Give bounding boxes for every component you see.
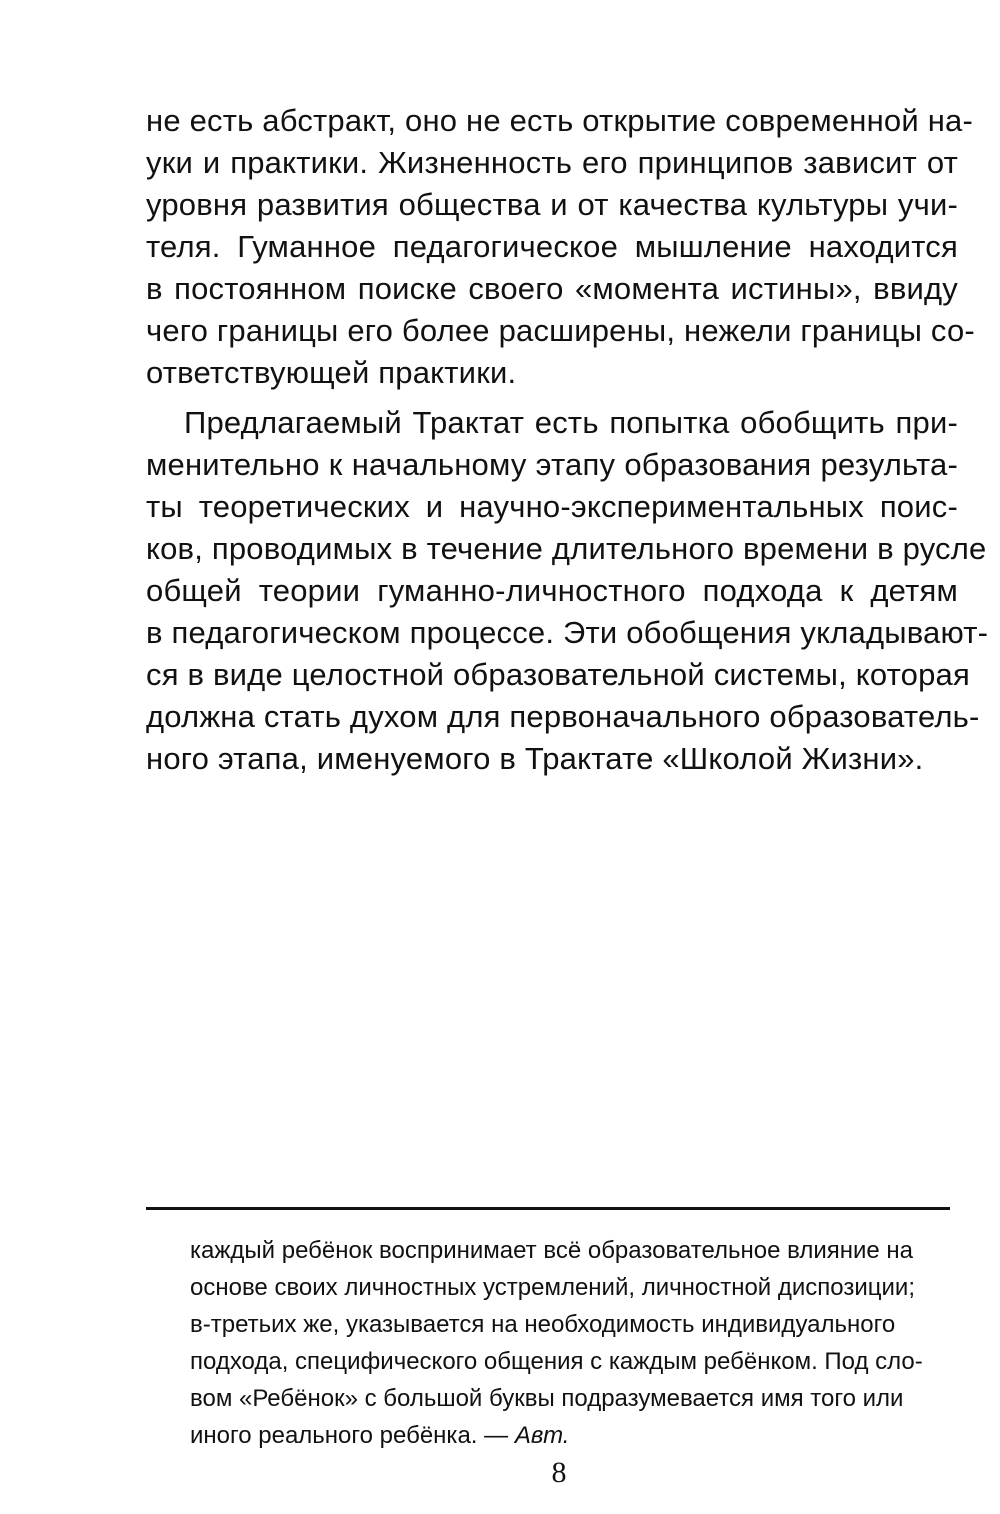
text-line: ного этапа, именуемого в Трактате «Школой Жизни». — [146, 741, 924, 776]
text-line: уки и практики. Жизненность его принципов зависит от — [146, 145, 958, 180]
text-line: общей теории гуманно-личностного подхода к детям — [146, 573, 958, 608]
text-line: в постоянном поиске своего «момента истины», ввиду — [146, 271, 958, 306]
main-text — [146, 100, 989, 780]
text-line: менительно к начальному этапу образования результа- — [146, 447, 958, 482]
footnote-line: каждый ребёнок воспринимает всё образовательное влияние на — [190, 1237, 914, 1264]
text-line: ков, проводимых в течение длительного времени в русле — [146, 531, 987, 566]
footnote-text: иного реального ребёнка. — — [190, 1422, 509, 1449]
text-line: теля. Гуманное педагогическое мышление находится — [146, 229, 958, 264]
footnote-line: в-третьих же, указывается на необходимость индивидуального — [190, 1311, 896, 1338]
text-line: ответствующей практики. — [146, 355, 517, 390]
text-line: чего границы его более расширены, нежели границы со- — [146, 313, 975, 348]
text-line: ты теоретических и научно-экспериментальных поис- — [146, 489, 958, 524]
text-line: не есть абстракт, оно не есть открытие современной на- — [146, 103, 973, 138]
footnote-last-line — [190, 1417, 960, 1454]
footnote-author: Авт. — [514, 1422, 570, 1449]
paragraph-gap — [146, 394, 958, 402]
text-line: в педагогическом процессе. Эти обобщения укладывают- — [146, 615, 989, 650]
footnote-line: подхода, специфического общения с каждым ребёнком. Под сло- — [190, 1348, 923, 1375]
footnote-divider — [146, 1207, 950, 1210]
text-line: должна стать духом для первоначального образователь- — [146, 699, 980, 734]
text-line: Предлагаемый Трактат есть попытка обобщить при- — [184, 405, 958, 440]
footnote — [190, 1232, 960, 1454]
footnote-line: основе своих личностных устремлений, личностной диспозиции; — [190, 1274, 916, 1301]
footnote-line: вом «Ребёнок» с большой буквы подразумевается имя того или — [190, 1385, 904, 1412]
page-number: 8 — [551, 1456, 567, 1489]
text-line: уровня развития общества и от качества культуры учи- — [146, 187, 958, 222]
text-line: ся в виде целостной образовательной системы, которая — [146, 657, 970, 692]
